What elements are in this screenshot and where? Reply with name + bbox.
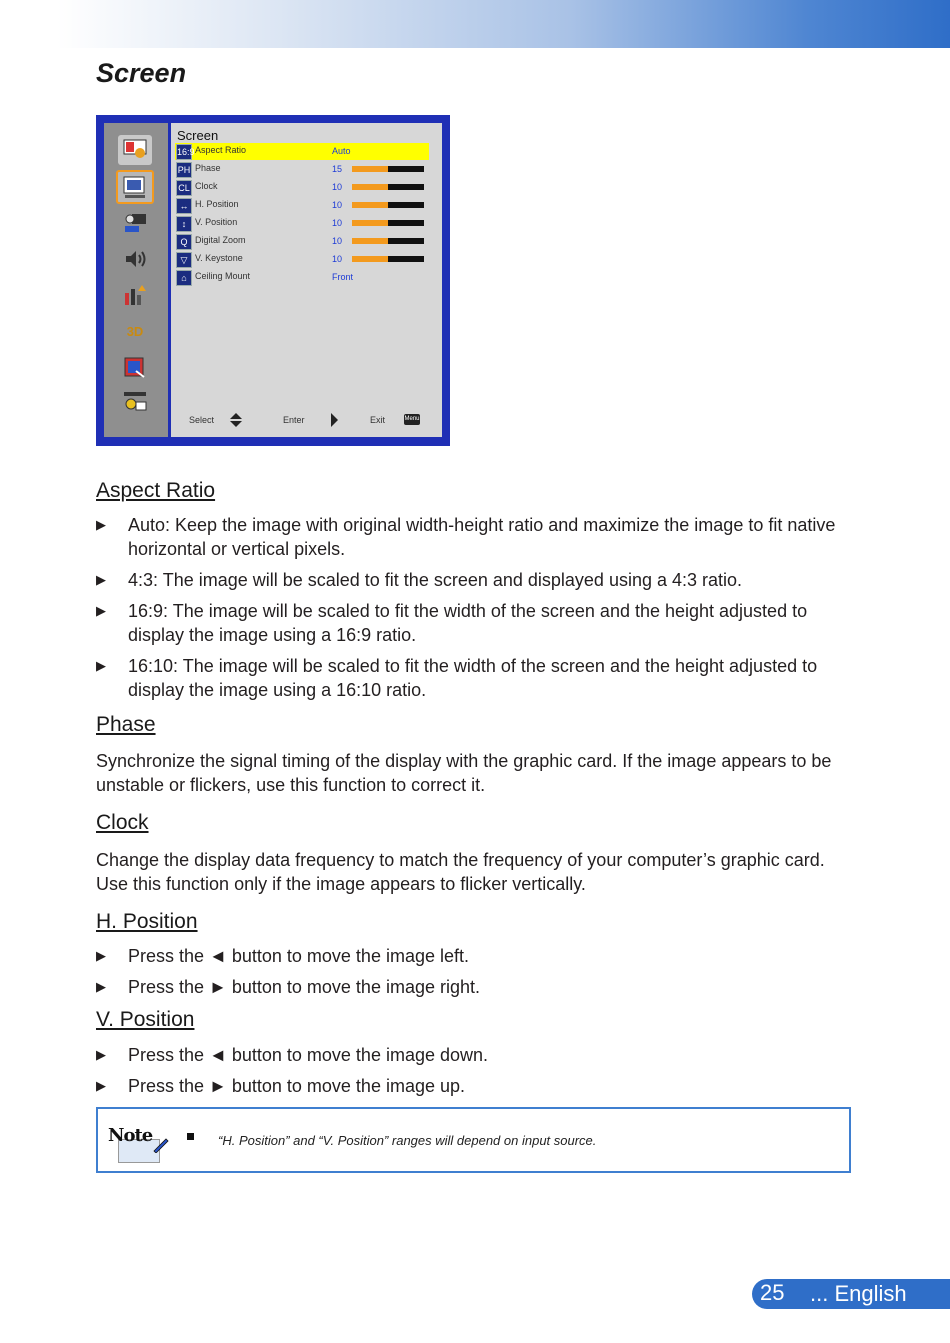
note-logo-icon: Note [108,1125,174,1161]
bullet-arrow-icon: ▶ [96,979,106,994]
3d-icon: 3D [126,323,144,339]
bullet-arrow-icon: ▶ [96,658,106,673]
osd-row-value: 15 [332,164,343,174]
list-item: ▶ 16:10: The image will be scaled to fit the width of the screen and the height adjusted to display the image using a 16:10 ratio. [96,656,818,700]
osd-row-value: 10 [332,182,343,192]
osd-row-label: V. Keystone [195,253,243,263]
bullet-arrow-icon: ▶ [96,948,106,963]
osd-panel [171,123,442,437]
aspect-ratio-heading: Aspect Ratio [96,479,216,502]
h-position-heading: H. Position [96,910,198,933]
options-icon [118,280,152,310]
v-position-heading: V. Position [96,1008,195,1031]
bullet-arrow-icon: ▶ [96,603,106,618]
volume-icon [118,244,152,274]
display-icon [118,135,152,165]
list-item: ▶ Press the ◄ button to move the image down. [96,1045,489,1065]
osd-row-v-keystone[interactable] [175,251,429,268]
list-item: ▶ Press the ► button to move the image up. [96,1076,465,1096]
osd-row-slider[interactable] [352,256,424,262]
osd-row-clock[interactable] [175,179,429,196]
osd-row-label: Ceiling Mount [195,271,251,281]
network-icon [118,387,152,417]
osd-row-label: H. Position [195,199,239,209]
right-arrow-icon [329,413,339,427]
osd-row-slider-fill [352,184,388,190]
osd-row-value: 10 [332,218,343,228]
list-item: ▶ Auto: Keep the image with original width-height ratio and maximize the image to fit native horizontal or vertical pixels. [96,515,836,559]
list-item: ▶ Press the ◄ button to move the image left. [96,946,469,966]
up-down-arrow-icon [229,413,243,427]
v-keystone-icon: ▽ [176,252,192,268]
osd-row-slider[interactable] [352,220,424,226]
note-bullet-icon [187,1133,194,1140]
bullet-arrow-icon: ▶ [96,572,106,587]
h-position-icon: ↔ [176,198,192,214]
clock-heading: Clock [96,811,149,834]
osd-row-slider[interactable] [352,238,424,244]
screen-icon [116,170,154,204]
osd-row-ceiling-mount[interactable] [175,269,429,286]
input-icon [118,352,152,382]
page-footer [752,1279,950,1309]
osd-row-slider[interactable] [352,184,424,190]
osd-row-slider-fill [352,202,388,208]
bullet-arrow-icon: ▶ [96,1078,106,1093]
page-language: ... English [810,1281,907,1306]
phase-icon: PH [176,162,192,178]
osd-row-v-position[interactable] [175,215,429,232]
osd-row-label: Clock [195,181,218,191]
list-item: ▶ 4:3: The image will be scaled to fit the screen and displayed using a 4:3 ratio. [96,570,743,590]
osd-row-value: 10 [332,200,343,210]
ceiling-mount-icon: ⌂ [176,270,192,286]
page-title: Screen [96,58,187,88]
phase-text: Synchronize the signal timing of the display with the graphic card. If the image appears to be unstable or flickers, use this function to correct it. [96,751,832,795]
osd-row-slider[interactable] [352,202,424,208]
digital-zoom-icon: Q [176,234,192,250]
osd-row-slider-fill [352,220,388,226]
list-item: ▶ 16:9: The image will be scaled to fit the width of the screen and the height adjusted to display the image using a 16:9 ratio. [96,601,808,645]
osd-row-value: Front [332,272,354,282]
list-item: ▶ Press the ► button to move the image right. [96,977,480,997]
osd-row-h-position[interactable] [175,197,429,214]
osd-row-aspect-ratio[interactable] [175,143,429,160]
v-position-icon: ↕ [176,216,192,232]
note-text: “H. Position” and “V. Position” ranges will depend on input source. [218,1133,597,1148]
osd-enter-label: Enter [283,415,305,425]
osd-title: Screen [177,128,219,143]
osd-row-label: V. Position [195,217,238,227]
osd-menu [96,115,450,446]
note-box [96,1107,851,1173]
osd-row-value: Auto [332,146,351,156]
osd-row-digital-zoom[interactable] [175,233,429,250]
osd-row-label: Aspect Ratio [195,145,247,155]
aspect-ratio-icon: 16:9 [176,144,192,160]
osd-row-label: Phase [195,163,221,173]
osd-row-phase[interactable] [175,161,429,178]
header-gradient-bar [0,0,950,48]
phase-heading: Phase [96,713,156,736]
osd-select-label: Select [189,415,215,425]
page-number: 25 [760,1280,785,1305]
bullet-arrow-icon: ▶ [96,517,106,532]
osd-row-value: 10 [332,254,343,264]
osd-row-slider-fill [352,166,388,172]
osd-row-value: 10 [332,236,343,246]
osd-row-slider-fill [352,238,388,244]
osd-row-label: Digital Zoom [195,235,246,245]
osd-sidebar [104,123,168,437]
osd-exit-label: Exit [370,415,386,425]
osd-row-slider-fill [352,256,388,262]
osd-row-slider[interactable] [352,166,424,172]
bullet-arrow-icon: ▶ [96,1047,106,1062]
clock-icon: CL [176,180,192,196]
menu-key-icon: Menu [404,414,420,425]
settings-icon [118,208,152,238]
clock-text: Change the display data frequency to match the frequency of your computer’s graphic card. Use this function only if the image appears to flicker vertically. [96,850,825,894]
